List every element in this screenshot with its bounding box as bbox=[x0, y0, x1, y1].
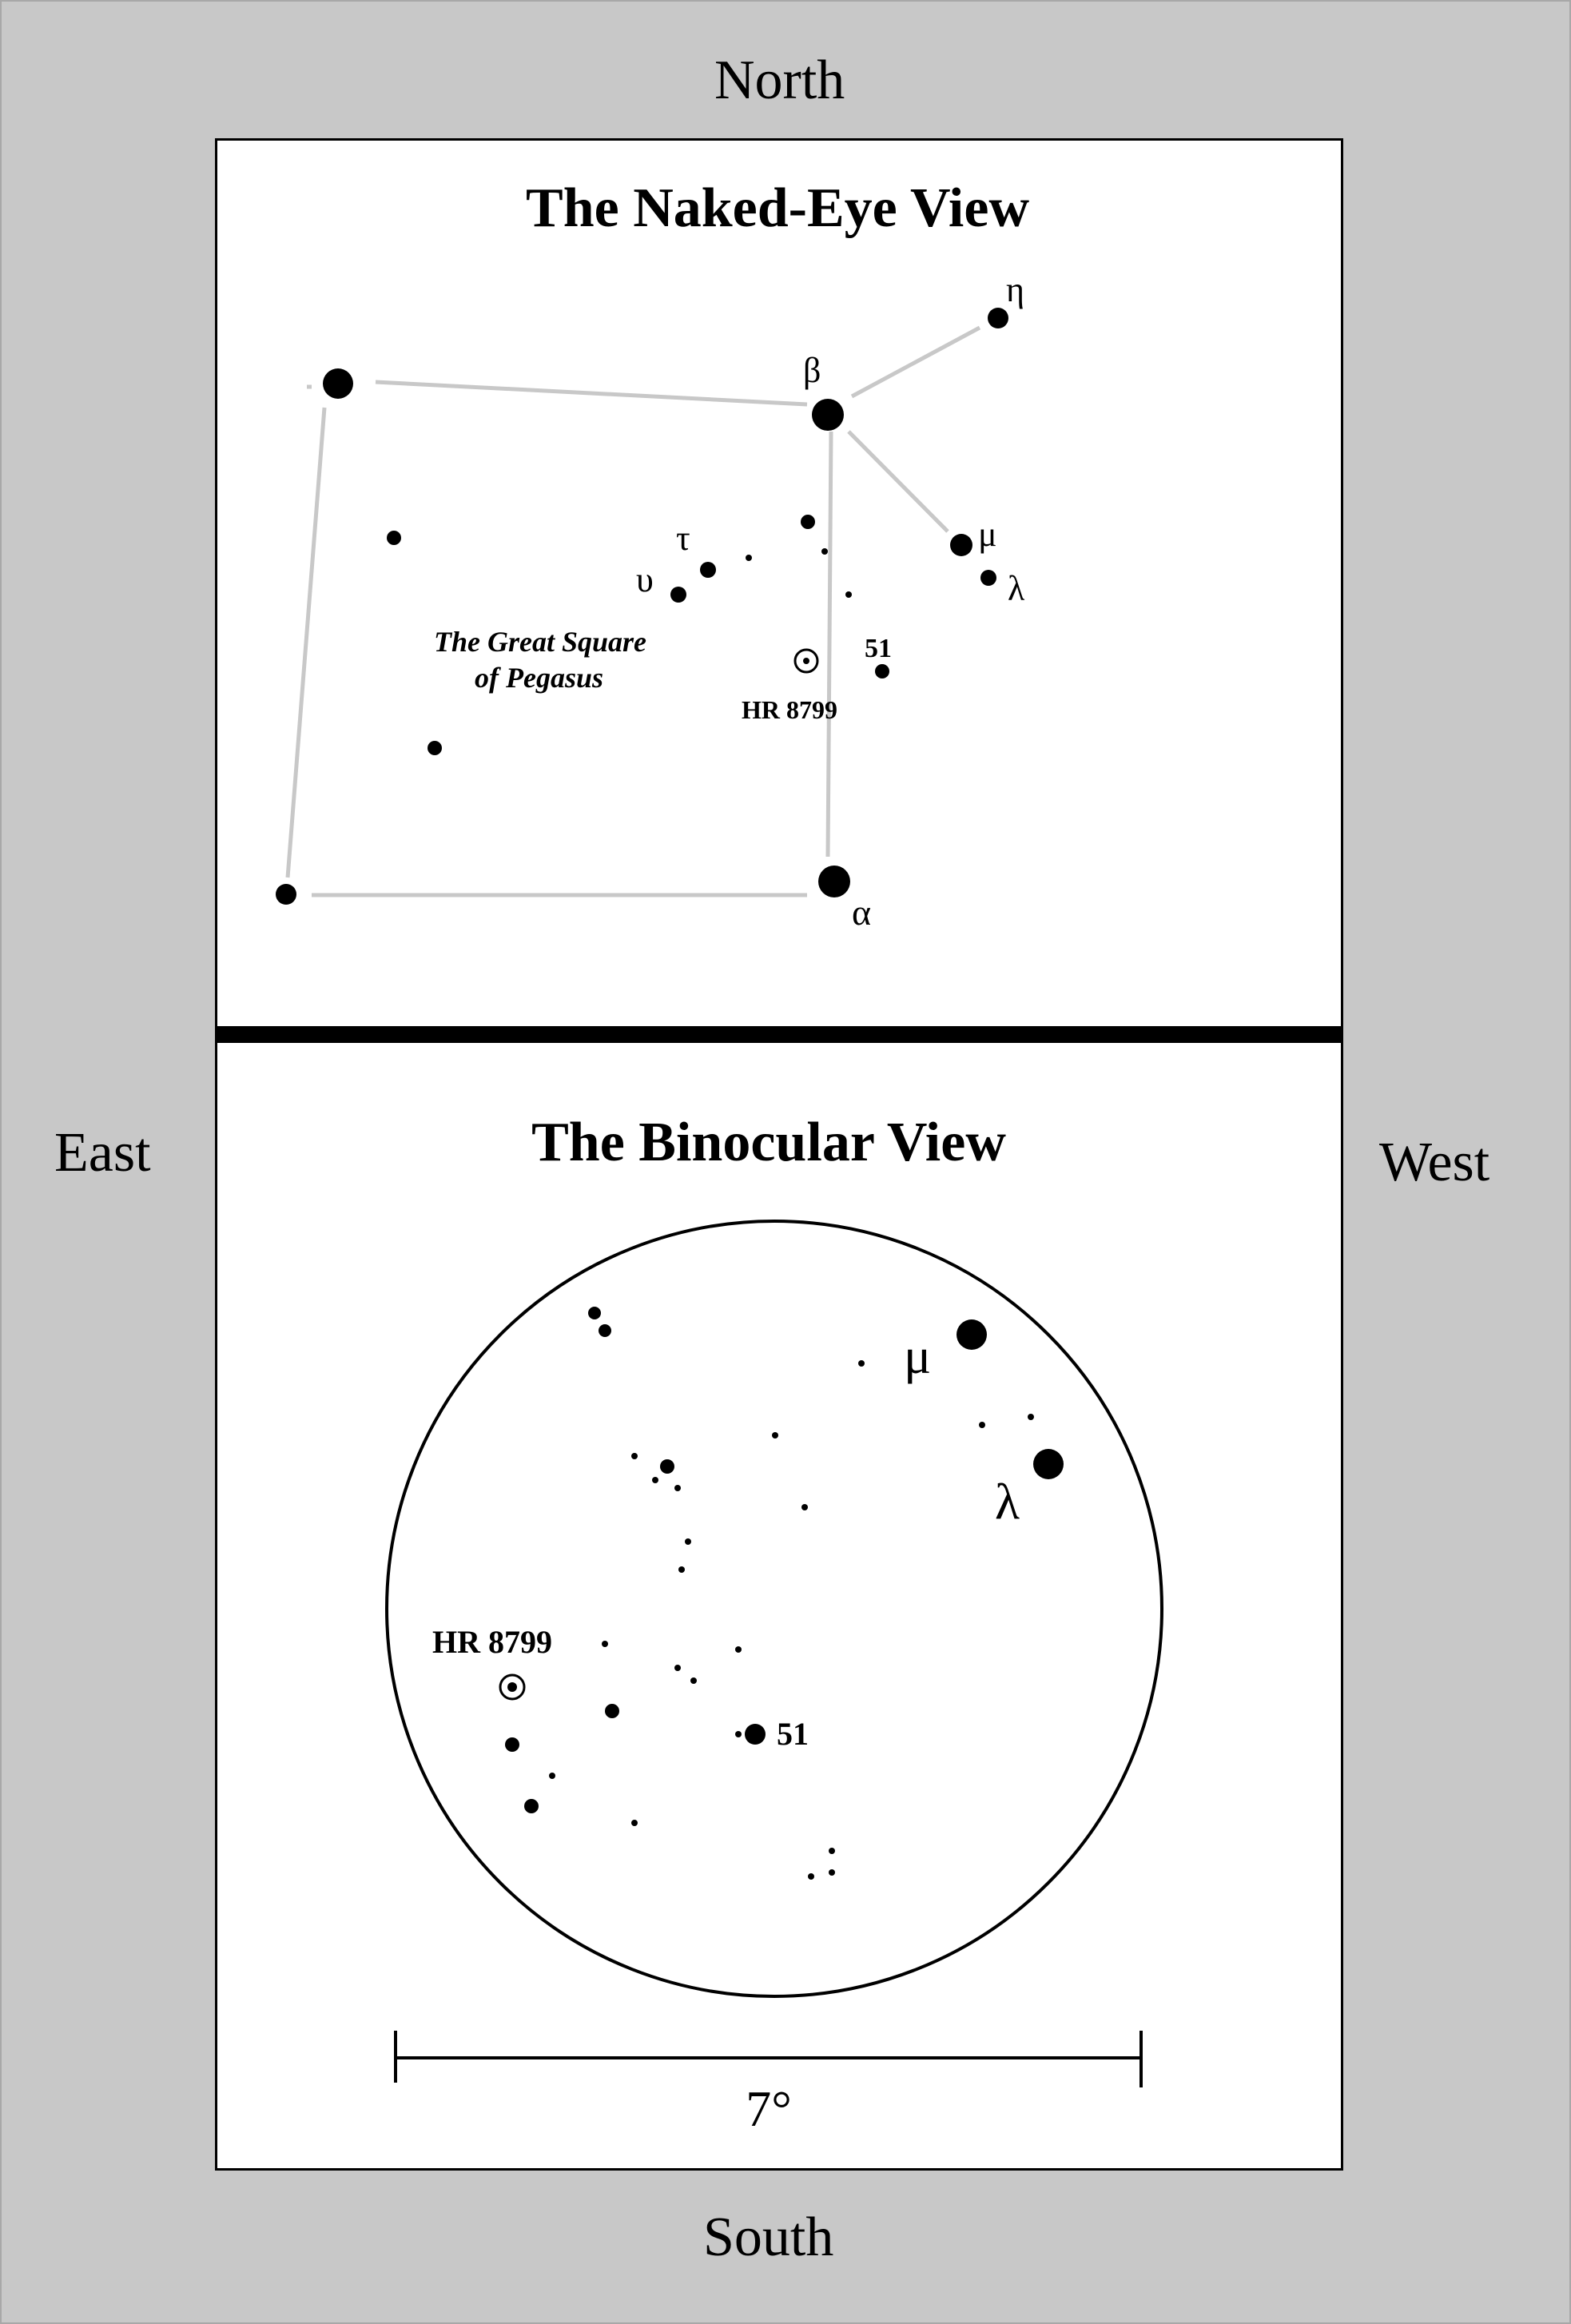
label-51: 51 bbox=[865, 634, 892, 663]
line-scheat-markab bbox=[828, 432, 831, 857]
star-beta bbox=[812, 399, 844, 431]
label-mu: μ bbox=[978, 515, 997, 554]
direction-east: East bbox=[54, 1122, 151, 1184]
label-beta: β bbox=[803, 351, 821, 390]
label-tau: τ bbox=[676, 519, 690, 558]
line-alpheratz-algenib bbox=[288, 408, 324, 877]
binocular-hr8799-symbol bbox=[500, 1675, 524, 1699]
direction-south: South bbox=[703, 2207, 834, 2268]
star-upsilon bbox=[670, 587, 686, 603]
blabel-lambda: λ bbox=[995, 1473, 1020, 1530]
star-51 bbox=[875, 664, 889, 678]
hr8799-symbol bbox=[795, 650, 817, 672]
star-field-1 bbox=[387, 531, 401, 545]
star-field-6 bbox=[845, 591, 852, 598]
bstar-mu bbox=[957, 1319, 987, 1350]
label-lambda: λ bbox=[1008, 569, 1025, 608]
label-upsilon: υ bbox=[636, 560, 654, 599]
blabel-51: 51 bbox=[777, 1716, 809, 1752]
blabel-hr8799: HR 8799 bbox=[432, 1624, 552, 1660]
label-great-square-1: The Great Square bbox=[434, 626, 647, 658]
blabel-mu: μ bbox=[904, 1327, 932, 1384]
direction-north: North bbox=[714, 50, 845, 111]
asterism-lines bbox=[288, 328, 980, 895]
star-field-5 bbox=[821, 548, 828, 555]
line-scheat-mu bbox=[849, 432, 948, 531]
label-great-square-2: of Pegasus bbox=[475, 662, 603, 694]
scale-label: 7° bbox=[746, 2080, 792, 2137]
bstar-51-companion bbox=[735, 1731, 742, 1737]
direction-west: West bbox=[1379, 1132, 1490, 1193]
star-mu bbox=[950, 534, 972, 556]
binocular-title: The Binocular View bbox=[531, 1112, 1006, 1173]
star-tau bbox=[700, 562, 716, 578]
star-alpha bbox=[818, 866, 850, 897]
binocular-field-circle bbox=[387, 1221, 1162, 1996]
label-hr8799: HR 8799 bbox=[742, 695, 837, 724]
star-eta bbox=[988, 308, 1008, 328]
label-eta: η bbox=[1006, 270, 1025, 309]
star-field-4 bbox=[801, 515, 815, 529]
scale-bar bbox=[396, 2031, 1141, 2087]
naked-eye-title: The Naked-Eye View bbox=[526, 177, 1029, 239]
star-lambda bbox=[980, 570, 996, 586]
line-alpheratz-scheat bbox=[376, 382, 807, 404]
star-alpheratz bbox=[323, 368, 353, 399]
bstar-51 bbox=[745, 1724, 766, 1745]
line-scheat-matar bbox=[852, 328, 980, 396]
binocular-stars bbox=[505, 1307, 1064, 1880]
star-field-3 bbox=[746, 555, 752, 561]
bstar-lambda bbox=[1033, 1449, 1064, 1479]
star-field-2 bbox=[428, 741, 442, 755]
star-algenib bbox=[276, 884, 296, 905]
label-alpha: α bbox=[852, 892, 872, 933]
